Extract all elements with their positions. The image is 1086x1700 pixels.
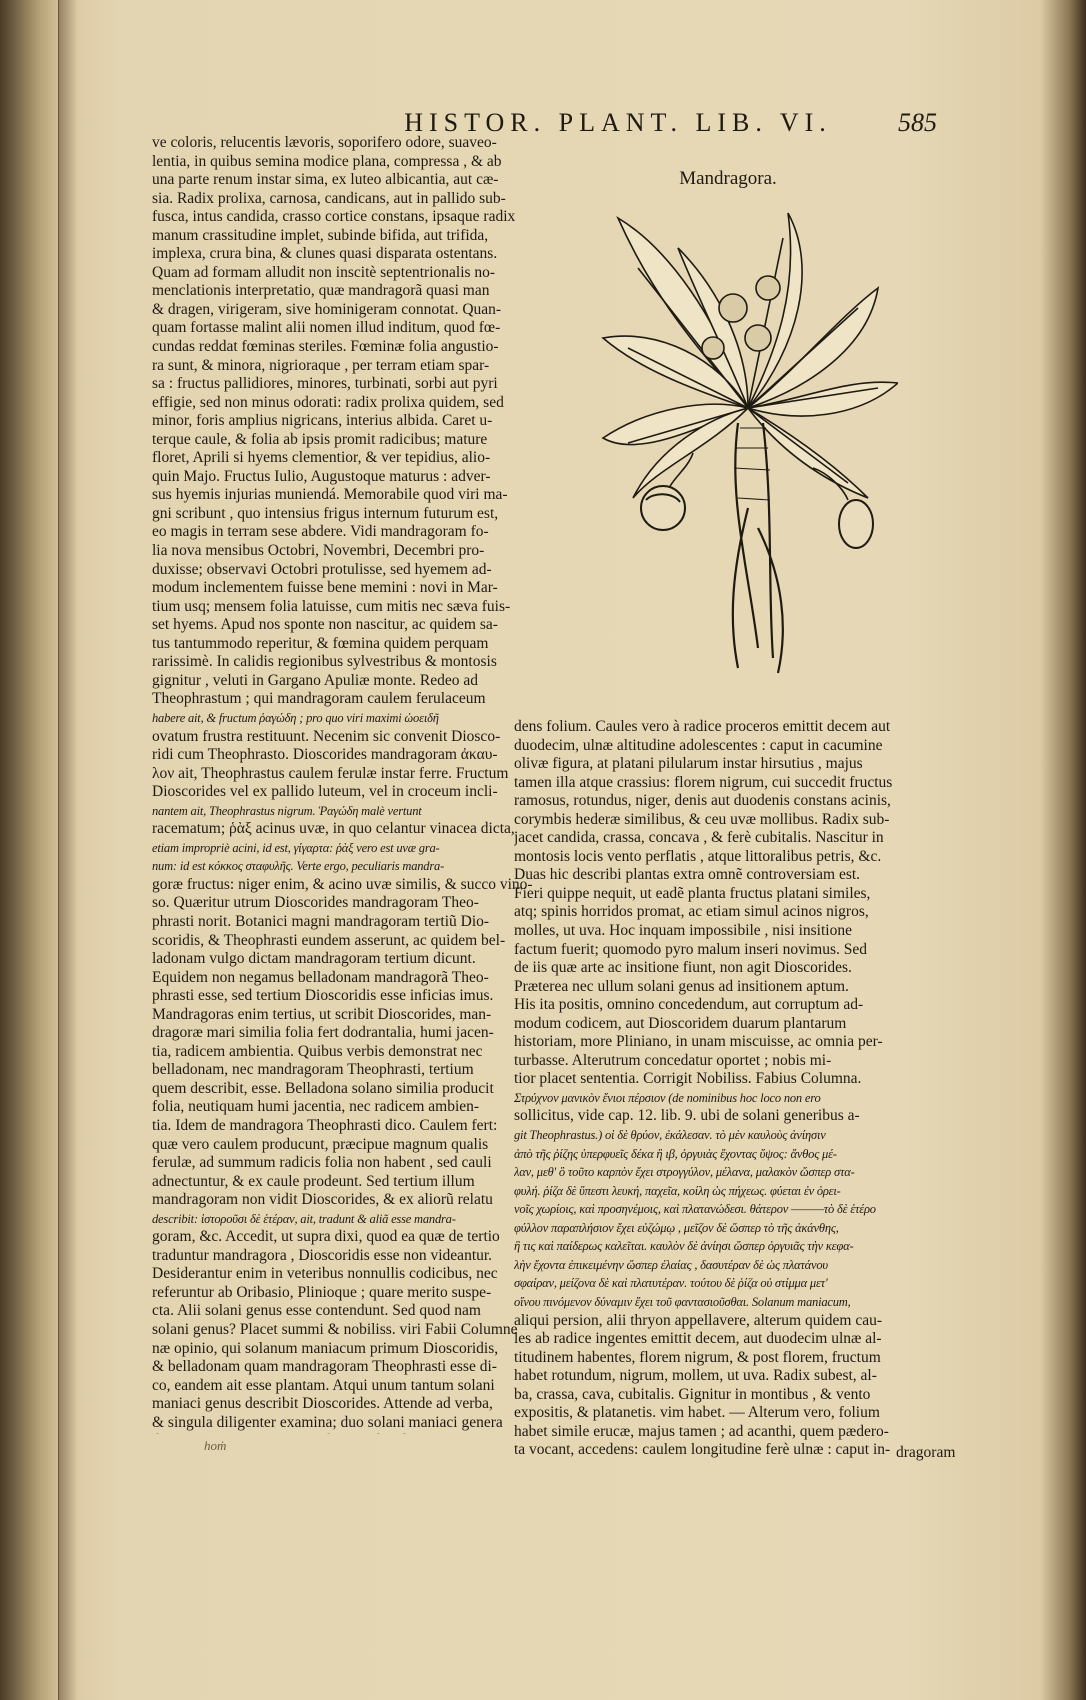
text-line: habere ait, & fructum ῥαγώδη ; pro quo viri maximi ὠοειδῆ [152,710,439,725]
text-line: Equidem non negamus belladonam mandragorã Theo- [152,968,489,986]
text-line: traduntur mandragora , Dioscoridis esse non videantur. [152,1246,493,1264]
text-line: quam fortasse malint alii nomen illud inditum, quod fœ- [152,319,501,337]
text-line: goram, &c. Accedit, ut supra dixi, quod ea quæ de tertio [152,1228,500,1246]
text-line: implexa, crura bina, & clunes quasi disparata ostentans. [152,245,498,263]
text-line: rarissimè. In calidis regionibus sylvestribus & montosis [152,653,497,671]
text-line: les ab radice ingentes emittit decem, aut duodecim ulnæ al- [514,1330,882,1348]
text-line: describit: ἱστοροῦσι δὲ ἑτέραν, ait, tradunt & aliã esse mandra- [152,1211,456,1226]
text-line: set hyems. Apud nos sponte non nascitur, ac quidem sa- [152,616,498,634]
text-line: fusca, intus candida, crasso cortice constans, ipsaque radix [152,208,516,226]
text-line: cta. Alii solani genus esse contendunt. Sed quod nam [152,1302,481,1320]
text-line: ἀπὸ τῆς ῥίζης ὑπερφυεῖς δέκα ἢ ιβ, ὀργυιὰς ἔχοντας ὕψος: ἄνθος μέ- [514,1146,837,1161]
text-line: νοῖς χωρίοις, καὶ προσηνέμοις, καὶ πλατανώδεσι. θάτερον ———τὸ δὲ ἑτέρο [514,1202,876,1217]
text-line: Quam ad formam alludit non inscitè septentrionalis no- [152,263,496,281]
text-line: eo magis in terram sese abdere. Vidi mandragoram fo- [152,523,489,541]
text-line: habet simile erucæ, majus tamen ; ad acanthi, quem pædero- [514,1422,889,1440]
text-line: quem describit, esse. Belladona solano similia producit [152,1079,494,1097]
previous-page-edge [0,0,59,1700]
text-line: maniaci genus describit Dioscorides. Attende ad verba, [152,1395,493,1413]
text-line: turbasse. Alterutrum concedatur oportet ; nobis mi- [514,1051,832,1069]
text-line: floret, Aprili si hyems clementior, & ver tepidius, alio- [152,449,491,467]
text-line: lia nova mensibus Octobri, Novembri, Decembri pro- [152,542,485,560]
text-line: tamen illa atque crassius: florem nigrum, cui succedit fructus [514,773,893,791]
text-line: atq; spinis horridos promat, ac etiam simul acinos nigros, [514,903,869,921]
page-number: 585 [898,108,937,137]
text-line: num: id est κόκκος σταφυλῆς. Verte ergo, peculiaris mandra- [152,859,445,874]
text-line: habet rotundum, nigrum, mollem, ut uva. Radix subest, al- [514,1367,877,1385]
text-line: belladonam, nec mandragoram Theophrasti, tertium [152,1061,474,1079]
text-line: Theophrastum ; qui mandragoram caulem ferulaceum [152,690,486,708]
text-line: minor, foris amplius nigricans, interius albida. Caret u- [152,412,493,430]
text-line: ramosus, rotundus, niger, denis aut duodenis constans acinis, [514,792,891,810]
text-line: quin Majo. Fructus Iulio, Augustoque maturus : adver- [152,467,491,485]
text-line: tus tantummodo reperitur, & fœmina quidem perquam [152,634,489,652]
text-line: tior placet sententia. Corrigit Nobiliss. Fabius Columna. [514,1070,862,1088]
text-line: historiam, more Pliniano, in unam miscuisse, ac omnia per- [514,1033,883,1051]
text-line: racematum; ῥὰξ acinus uvæ, in quo celantur vinacea dicta, [152,820,515,838]
text-line: goræ fructus: niger enim, & acino uvæ similis, & succo vino- [152,875,533,893]
text-line: tium usq; mensem folia latuisse, cum mitis nec sæva fuis- [152,597,511,615]
text-line: ridi cum Theophrasto. Dioscorides mandragoram ἀκαυ- [152,746,498,764]
mandrake-illustration [598,208,898,678]
text-line: ladonam vulgo dictam mandragoram tertium dicunt. [152,950,476,968]
right-text-column [514,718,984,1458]
text-line: terque caule, & folia ab ipsis promit radicibus; mature [152,430,488,448]
text-line: tia. Idem de mandragora Theophrasti dico. Caulem fert: [152,1116,498,1134]
text-line: λαν, μεθ' ὃ τοῦτο καρπὸν ἔχει στρογγύλον, μέλανα, μαλακὸν ὥσπερ στα- [514,1165,855,1180]
text-line: co, eandem ait esse plantam. Atqui unum tantum solani [152,1376,495,1394]
text-line: modum codicem, aut Dioscoridem duarum plantarum [514,1014,847,1032]
text-line: sollicitus, vide cap. 12. lib. 9. ubi de solani generibus a- [514,1107,860,1125]
text-line: φυλή. ῥίζα δὲ ὕπεστι λευκή, παχεῖα, κοίλη ὡς πήχεως. φύεται ἐν ὀρει- [514,1183,841,1198]
text-line: olivæ figura, at platani pilularum instar hirsutius , majus [514,755,863,773]
figure-caption: Mandragora. [679,168,777,189]
text-line: & belladonam quam mandragoram Theophrasti esse di- [152,1358,497,1376]
text-line: git Theophrastus.) οἱ δὲ θρύον, ἐκάλεσαν. τὸ μὲν καυλοὺς ἀνίησιν [514,1128,826,1143]
text-line: etiam impropriè acini, id est, γίγαρτα: ῥὰξ vero est uvæ gra- [152,840,440,855]
text-line: phrasti esse, sed tertium Dioscoridis esse inficias imus. [152,987,494,1005]
text-line: corymbis hederæ similibus, & ceu uvæ mollibus. Radix sub- [514,810,890,828]
running-title: HISTOR. PLANT. LIB. VI. [404,108,832,137]
text-line: & dragen, virigeram, sive hominigeram connotat. Quan- [152,300,502,318]
text-line: molles, ut uva. Hoc inquam impossibile , nisi insitione [514,922,852,940]
text-line: so. Quæritur utrum Dioscorides mandragoram Theo- [152,894,479,912]
text-line: menclationis interpretatio, quæ mandragorã quasi man [152,282,490,300]
text-line: ferulæ, ad summum radicis folia non habent , sed cauli [152,1154,492,1172]
text-line: Præterea nec ullum solani genus ad insitionem aptum. [514,977,849,995]
text-line: titudinem habentes, florem nigrum, & post florem, fructum [514,1348,881,1366]
text-line: λὴν ἔχοντα ἐπικειμένην ὥσπερ ἐλαίας , δασυτέραν δὲ ὡς πλατάνου [514,1257,828,1272]
text-line: ra sunt, & minora, nigrioraque , per terram etiam spar- [152,356,490,374]
text-line: effigie, sed non minus odorati: radix prolixa quidem, sed [152,393,504,411]
text-line: Desiderantur enim in veteribus nonnullis codicibus, nec [152,1265,498,1283]
text-line: dragoræ mari similia folia fert dodrantalia, humi jacen- [152,1024,494,1042]
text-line: solani genus? Placet summi & nobiliss. viri Fabii Columne [152,1321,518,1338]
text-line: factum fuerit; quomodo pyro malum inseri novimus. Sed [514,940,868,958]
text-line: Mandragoras enim tertius, ut scribit Dioscorides, man- [152,1005,492,1023]
text-line: φύλλον παραπλήσιον ἔχει εὐζώμῳ , μεῖζον δὲ ὥσπερ τὸ τῆς ἀκάνθης, [514,1220,839,1235]
text-line: sus hyemis injurias muniendá. Memorabile quod viri ma- [152,486,508,504]
text-line: tia, radicem ambientia. Quibus verbis demonstrat nec [152,1042,483,1060]
text-line: duxisse; observavi Octobri protulisse, sed hyemem ad- [152,560,492,578]
marginal-handwritten-note: hoṁ [204,1438,227,1453]
text-line: ve coloris, relucentis lævoris, soporifero odore, suaveo- [152,134,497,151]
text-line: Fieri quippe nequit, ut eadẽ planta fructus platani similes, [514,884,871,902]
text-line: sia. Radix prolixa, carnosa, candicans, aut in pallido sub- [152,189,506,207]
text-line: aliqui persion, alii thryon appellavere, alterum quidem cau- [514,1311,882,1329]
text-line: cundas reddat fœminas steriles. Fœminæ folia angustio- [152,338,499,356]
text-line: σφαίραν, μείζονα δὲ καὶ πλατυτέραν. τούτου δὲ ῥίζα οὐ στίμμα μετ' [514,1276,828,1291]
text-line: Dioscorides vel ex pallido luteum, vel in croceum incli- [152,783,498,801]
text-line: dens folium. Caules vero à radice proceros emittit decem aut [514,718,891,735]
text-line: mandragoram non vidit Dioscorides, & ex aliorũ relatu [152,1191,493,1209]
text-line: jacet candida, crassa, concava , & ferè cubitalis. Nascitur in [514,829,884,847]
catchword: dragoram [896,1444,956,1461]
text-line: modum inclementem fuisse bene memini : novi in Mar- [152,579,498,597]
text-line: ovatum frustra restituunt. Necenim sic convenit Diosco- [152,727,501,745]
text-line: manum crassitudine implet, subinde bifida, aut trifida, [152,226,489,244]
text-line: & singula diligenter examina; duo solani maniaci genera [152,1413,503,1431]
text-line: ἣ τις καὶ παίδερως καλεῖται. καυλὸν δὲ ἀνίησι ὥσπερ ὀργυιᾶς τὴν κεφα- [514,1239,854,1254]
text-line: gignitur , veluti in Gargano Apuliæ monte. Redeo ad [152,671,479,689]
text-line: adnectuntur, & ex caule prodeunt. Sed tertium illum [152,1172,475,1190]
text-line: ba, crassa, cava, cubitalis. Gignitur in montibus , & vento [514,1385,871,1403]
text-line: Duas hic describi plantas extra omnẽ controversiam est. [514,866,861,884]
text-line: His ita positis, omnino concedendum, aut corruptum ad- [514,996,864,1014]
text-line: de iis quæ arte ac insitione fiunt, non agit Dioscorides. [514,959,852,977]
text-line: lentia, in quibus semina modice plana, compressa , & ab [152,152,502,170]
text-line: οἴνου πινόμενον δύναμιν ἔχει τοῦ φαντασιοῦσθαι. Solanum maniacum, [514,1294,851,1309]
text-line: næ opinio, qui solanum maniacum primum Dioscoridis, [152,1339,499,1357]
text-line: λον ait, Theophrastus caulem ferulæ instar ferre. Fructum [152,764,509,782]
text-line: quæ vero caulem producunt, præcipue magnum qualis [152,1135,489,1153]
text-line: sa : fructus pallidiores, minores, turbinati, sorbi aut pyri [152,375,498,393]
text-line: scoridis, & Theophrasti eundem asserunt, ac quidem bel- [152,931,506,949]
text-line: referuntur ab Oribasio, Plinioque ; quare merito suspe- [152,1283,492,1301]
text-line: una parte renum instar sima, ex luteo albicantia, aut cæ- [152,171,499,189]
text-line: duodecim, ulnæ altitudine adolescentes : caput in cacumine [514,736,883,754]
text-line: montosis locis vento perflatis , atque littoralibus petris, &c. [514,847,882,865]
text-line: Στρύχνον μανικὸν ἔνιοι πέρσιον (de nominibus hoc loco non ero [514,1090,821,1105]
text-line: expositis, & platanetis. vim habet. — Alterum vero, folium [514,1404,880,1422]
text-line: ta vocant, accedens: caulem longitudine ferè ulnæ : caput in- [514,1441,891,1458]
page [58,8,1074,1692]
text-line: folia, neutiquam humi jacentia, nec radicem ambien- [152,1098,480,1116]
text-line: gni scribunt , quo intensius frigus internum futurum est, [152,504,499,522]
text-line: nantem ait, Theophrastus nigrum. Ῥαγώδη malè vertunt [152,803,422,818]
text-line: phrasti norit. Botanici magni mandragoram tertiũ Dio- [152,912,490,930]
